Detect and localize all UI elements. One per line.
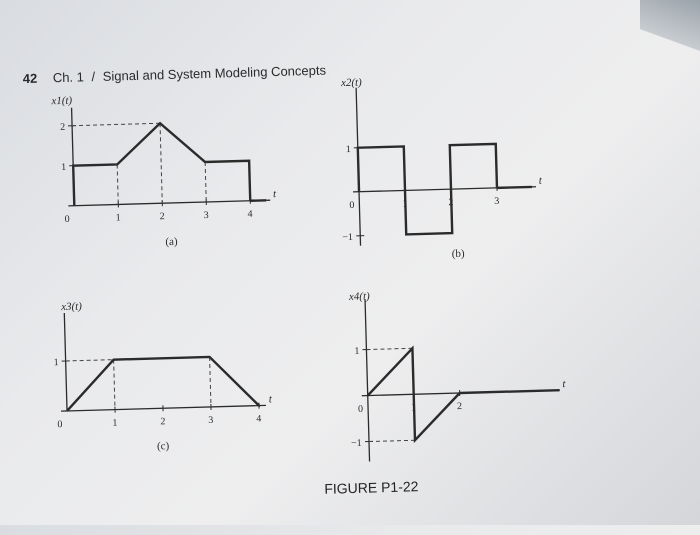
guide-line — [117, 164, 118, 204]
x-tick-label: 0 — [358, 404, 363, 415]
x-axis-label: t — [562, 378, 566, 390]
x-axis — [68, 200, 270, 206]
y-tick-label: 1 — [346, 144, 351, 155]
guide-line — [72, 123, 160, 125]
y-axis-label: x1(t) — [50, 95, 72, 108]
plot-caption: (c) — [157, 440, 170, 452]
plot-x2 — [338, 72, 545, 264]
x-tick-label: 3 — [494, 196, 499, 207]
y-tick-label: 2 — [60, 122, 65, 133]
header-separator: / — [91, 69, 95, 84]
x-tick-label: 0 — [349, 200, 354, 211]
x-tick-label: 1 — [411, 402, 416, 413]
plot-caption: (b) — [452, 248, 465, 260]
x-axis-label: t — [269, 393, 273, 405]
guide-line — [114, 360, 115, 410]
signal-trace — [66, 356, 259, 411]
x-tick-label: 0 — [57, 419, 62, 430]
chapter-label: Ch. 1 — [53, 69, 84, 85]
y-axis-label: x2(t) — [340, 77, 362, 90]
y-axis — [365, 300, 370, 462]
guide-line — [66, 360, 114, 361]
x-axis-label: t — [539, 175, 543, 187]
x-tick-label: 3 — [208, 415, 213, 426]
x-tick-label: 1 — [116, 212, 121, 223]
x-tick-label: 2 — [159, 211, 164, 222]
y-tick-label: 1 — [54, 357, 59, 368]
guide-line — [366, 348, 412, 349]
x-tick-label: 1 — [112, 418, 117, 429]
plot-x1 — [50, 89, 278, 251]
signal-trace — [366, 347, 461, 442]
y-tick-label: −1 — [342, 232, 353, 243]
signal-trace-zero — [497, 187, 532, 188]
y-tick-label: 1 — [61, 162, 66, 173]
figure-caption: FIGURE P1-22 — [324, 478, 419, 497]
plot-x4 — [347, 285, 569, 462]
signal-trace — [72, 121, 250, 206]
y-axis-label: x3(t) — [60, 300, 82, 313]
x-tick-label: 2 — [160, 416, 165, 427]
x-tick-label: 1 — [402, 198, 407, 209]
plot-x3 — [52, 295, 274, 455]
y-axis-label: x4(t) — [348, 290, 370, 303]
guide-line — [205, 162, 206, 202]
x-tick-label: 3 — [203, 210, 208, 221]
x-tick-label: 0 — [65, 214, 70, 225]
guide-line — [160, 123, 162, 203]
x-tick-label: 2 — [457, 401, 462, 412]
y-tick-label: 1 — [354, 346, 359, 357]
x-tick-label: 4 — [247, 209, 252, 220]
guide-line — [369, 440, 415, 441]
page-number: 42 — [23, 71, 38, 86]
chapter-title: Signal and System Modeling Concepts — [103, 63, 327, 84]
y-axis — [64, 313, 67, 411]
x-tick-label: 4 — [256, 414, 261, 425]
plot-caption: (a) — [165, 236, 178, 248]
x-axis-label: t — [273, 188, 277, 200]
guide-line — [210, 357, 211, 407]
x-tick-label: 2 — [448, 197, 453, 208]
signal-trace-zero — [460, 390, 560, 393]
y-tick-label: −1 — [351, 438, 362, 449]
